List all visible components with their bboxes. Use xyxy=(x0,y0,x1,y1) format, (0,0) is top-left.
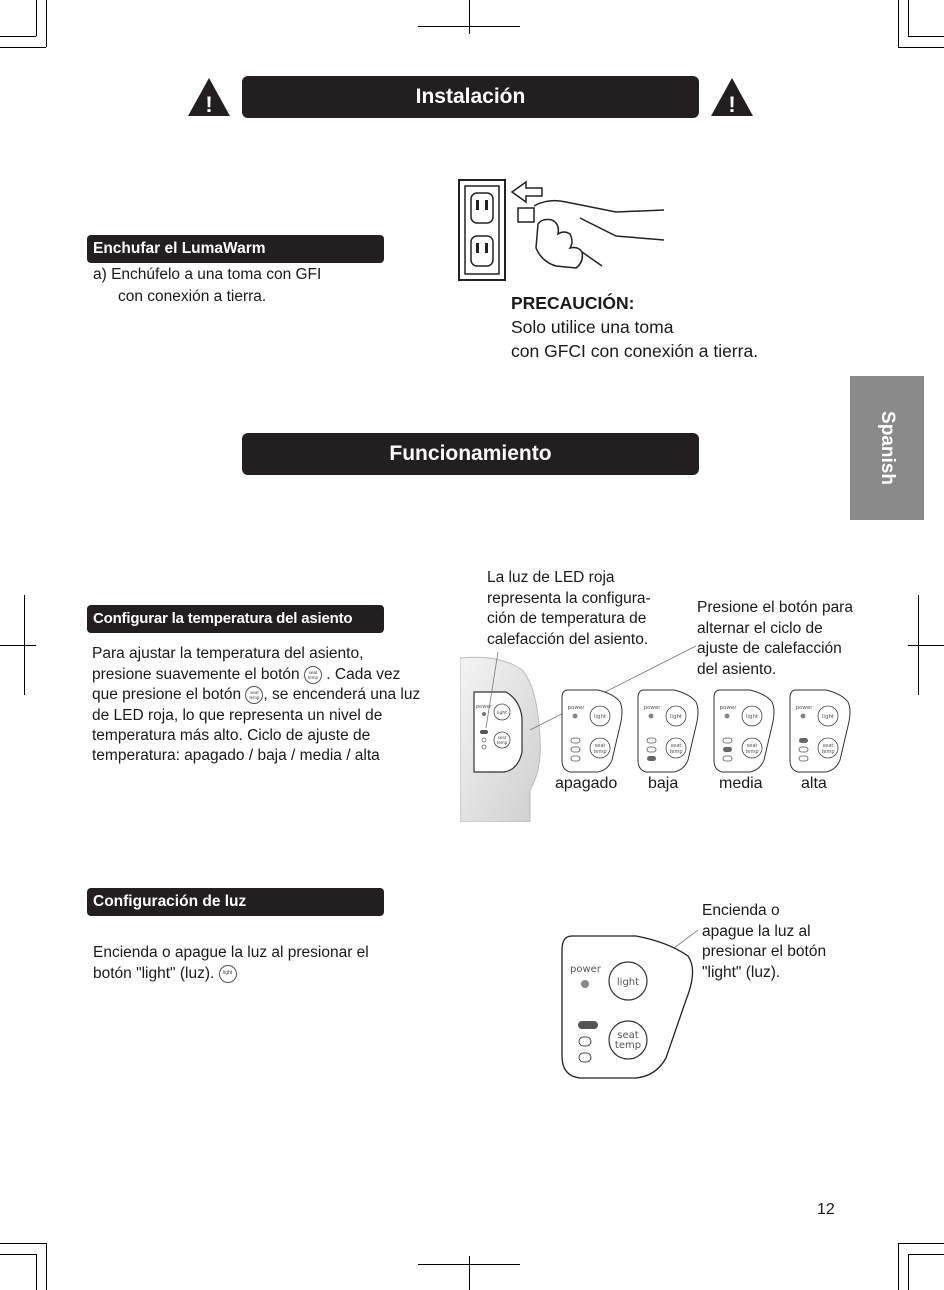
installation-banner: Instalación xyxy=(242,76,699,118)
led-callout: La luz de LED roja representa la configura- ción de temperatura de calefacción del asiento. xyxy=(487,569,651,648)
caution-line-1: Solo utilice una toma xyxy=(511,317,674,337)
svg-text:temp: temp xyxy=(669,749,683,755)
svg-text:temp: temp xyxy=(821,749,835,755)
language-tab-label: Spanish xyxy=(877,411,898,485)
svg-text:power: power xyxy=(567,705,585,711)
large-control-panel xyxy=(558,930,708,1082)
svg-text:seat: seat xyxy=(594,743,606,749)
svg-text:seat: seat xyxy=(822,743,834,749)
svg-text:seat: seat xyxy=(617,1030,639,1041)
level-panel xyxy=(638,690,698,772)
svg-text:power: power xyxy=(476,704,492,710)
level-panel xyxy=(714,690,774,772)
svg-text:light: light xyxy=(821,714,835,720)
light-inline-icon: light xyxy=(219,965,237,983)
level-panel xyxy=(790,690,850,772)
light-section-header: Configuración de luz xyxy=(87,888,384,916)
seat-temp-inline-icon: seat temp xyxy=(304,666,322,684)
operation-banner: Funcionamiento xyxy=(242,433,699,475)
warning-right-glyph: ! xyxy=(728,92,736,117)
svg-text:seat: seat xyxy=(670,743,682,749)
svg-text:power: power xyxy=(719,705,737,711)
plug-section-header: Enchufar el LumaWarm xyxy=(87,235,384,263)
page-number: 12 xyxy=(817,1201,835,1218)
temp-line-1-text: Para ajustar la temperatura del asiento, xyxy=(92,645,364,662)
level-label-high: alta xyxy=(801,775,827,792)
temp-line-4: de LED roja, lo que representa un nivel de xyxy=(92,707,383,724)
temp-line-3-text: que presione el botón xyxy=(92,686,242,703)
svg-text:light: light xyxy=(669,714,683,720)
plug-line-2: con conexión a tierra. xyxy=(118,288,267,305)
temp-line-2 xyxy=(92,665,400,686)
svg-text:light: light xyxy=(745,714,759,720)
panel-power-label: power xyxy=(570,964,601,975)
temp-line-3 xyxy=(92,685,420,706)
press-callout: Presione el botón para alternar el ciclo de ajuste de calefacción del asiento. xyxy=(697,599,853,678)
temp-line-2-tail: . Cada vez xyxy=(326,666,401,683)
seat-temp-inline-icon-2: seat temp xyxy=(245,686,263,704)
svg-text:seat: seat xyxy=(746,743,758,749)
svg-text:light: light xyxy=(616,977,640,988)
light-callout: Encienda o apague la luz al presionar el botón "light" (luz). xyxy=(702,902,827,981)
warning-right-icon xyxy=(709,76,755,118)
temp-line-3-tail: , se encenderá una luz xyxy=(263,686,421,703)
temp-line-1 xyxy=(92,644,363,665)
caution-line-2: con GFCI con conexión a tierra. xyxy=(511,341,759,361)
level-panel xyxy=(562,690,622,772)
temp-section-header: Configurar la temperatura del asiento xyxy=(87,605,384,633)
level-label-off: apagado xyxy=(555,775,618,792)
level-panels-svg xyxy=(560,686,860,776)
language-tab xyxy=(850,376,924,520)
svg-text:temp: temp xyxy=(496,740,508,745)
level-label-medium: media xyxy=(719,775,763,792)
svg-text:temp: temp xyxy=(745,749,759,755)
temp-line-5: temperatura más alto. Ciclo de ajuste de xyxy=(92,727,371,744)
light-line-2 xyxy=(93,964,237,985)
svg-text:power: power xyxy=(643,705,661,711)
caution-title: PRECAUCIÓN: xyxy=(511,293,635,313)
light-line-2-text: botón "light" (luz). xyxy=(93,965,215,982)
outlet-plug-illustration xyxy=(456,178,668,284)
temp-line-2-text: presione suavemente el botón xyxy=(92,666,300,683)
svg-text:temp: temp xyxy=(614,1040,642,1051)
plug-line-1: a) Enchúfelo a una toma con GFI xyxy=(93,266,322,283)
svg-text:temp: temp xyxy=(593,749,607,755)
level-panels xyxy=(560,686,860,776)
svg-text:light: light xyxy=(497,711,507,716)
temp-line-6: temperatura: apagado / baja / media / alta xyxy=(92,747,380,764)
svg-text:light: light xyxy=(593,714,607,720)
warning-left-glyph: ! xyxy=(205,92,213,117)
svg-text:seat: seat xyxy=(497,735,507,740)
level-label-low: baja xyxy=(648,775,679,792)
light-line-1: Encienda o apague la luz al presionar el xyxy=(93,944,369,961)
svg-text:power: power xyxy=(795,705,813,711)
warning-left-icon xyxy=(186,76,232,118)
